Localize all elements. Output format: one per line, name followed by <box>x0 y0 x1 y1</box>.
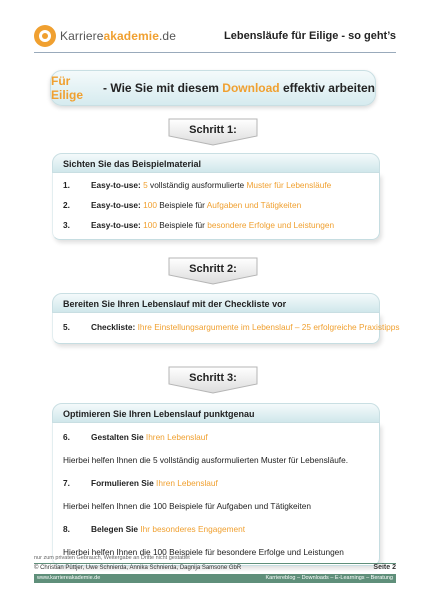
section-1 <box>52 153 380 240</box>
document-title: Lebensläufe für Eilige - so geht’s <box>224 30 396 42</box>
karriereakademie-logo[interactable] <box>34 24 176 48</box>
item-description: Hierbei helfen Ihnen die 5 vollständig ausformulierten Muster für Lebensläufe. <box>63 455 349 465</box>
page-footer <box>34 555 396 581</box>
list-item: 6. Gestalten Sie Ihren Lebenslauf <box>63 432 208 442</box>
page-header <box>34 22 396 52</box>
section-1-title: Sichten Sie das Beispielmaterial <box>52 153 380 173</box>
link[interactable]: Muster für Lebensläufe <box>246 180 332 190</box>
link[interactable]: besondere Erfolge und Leistungen <box>207 220 335 230</box>
footer-divider <box>34 563 396 564</box>
footer-nav[interactable]: Karriereblog – Downloads – E-Learnings – Beratung <box>234 574 396 583</box>
list-item: 1. Easy-to-use: 5 vollständig ausformulierte Muster für Lebensläufe <box>63 180 332 190</box>
link[interactable]: Ihren Lebenslauf <box>156 478 218 488</box>
step-3-arrow <box>168 366 258 394</box>
step-1-arrow <box>168 118 258 146</box>
header-divider <box>34 52 396 53</box>
intro-banner: Für Eilige - Wie Sie mit diesem Download effektiv arbeiten <box>50 70 376 106</box>
list-item: 3. Easy-to-use: 100 Beispiele für besondere Erfolge und Leistungen <box>63 220 335 230</box>
link[interactable]: Aufgaben und Tätigkeiten <box>206 200 302 210</box>
link[interactable]: Ihre Einstellungsargumente im Lebenslauf – 25 erfolgreiche Praxistipps <box>137 322 400 332</box>
logo-icon <box>34 25 56 47</box>
step-3-label: Schritt 3: <box>189 372 237 384</box>
section-3 <box>52 403 380 566</box>
step-2-label: Schritt 2: <box>189 263 237 275</box>
section-3-list <box>52 423 380 566</box>
list-item: 5. Checkliste: Ihre Einstellungsargumente im Lebenslauf – 25 erfolgreiche Praxistipps <box>63 322 400 332</box>
usage-notice: nur zum privaten Gebrauch, Weitergabe an Dritte nicht gestattet <box>34 555 190 561</box>
item-description: Hierbei helfen Ihnen die 100 Beispiele für besondere Erfolge und Leistungen <box>63 547 344 557</box>
step-2-arrow <box>168 257 258 285</box>
link[interactable]: Ihr besonderes Engagement <box>140 524 246 534</box>
logo-text: Karriereakademie.de <box>60 29 176 43</box>
section-2-title: Bereiten Sie Ihren Lebenslauf mit der Checkliste vor <box>52 293 380 313</box>
list-item: 2. Easy-to-use: 100 Beispiele für Aufgaben und Tätigkeiten <box>63 200 302 210</box>
section-2 <box>52 293 400 344</box>
step-1-label: Schritt 1: <box>189 124 237 136</box>
section-1-list <box>52 173 380 240</box>
copyright: © Christian Püttjer, Uwe Schnierda, Annika Schnierda, Dagnija Samsone GbR <box>34 565 242 571</box>
section-2-list <box>52 313 400 344</box>
item-description: Hierbei helfen Ihnen die 100 Beispiele für Aufgaben und Tätigkeiten <box>63 501 312 511</box>
list-item: 8. Belegen Sie Ihr besonderes Engagement <box>63 524 246 534</box>
website-link[interactable]: www.karriereakademie.de <box>34 574 234 583</box>
link[interactable]: Ihren Lebenslauf <box>145 432 208 442</box>
section-3-title: Optimieren Sie Ihren Lebenslauf punktgenau <box>52 403 380 423</box>
page-number: Seite 2 <box>373 564 396 571</box>
list-item: 7. Formulieren Sie Ihren Lebenslauf <box>63 478 218 488</box>
